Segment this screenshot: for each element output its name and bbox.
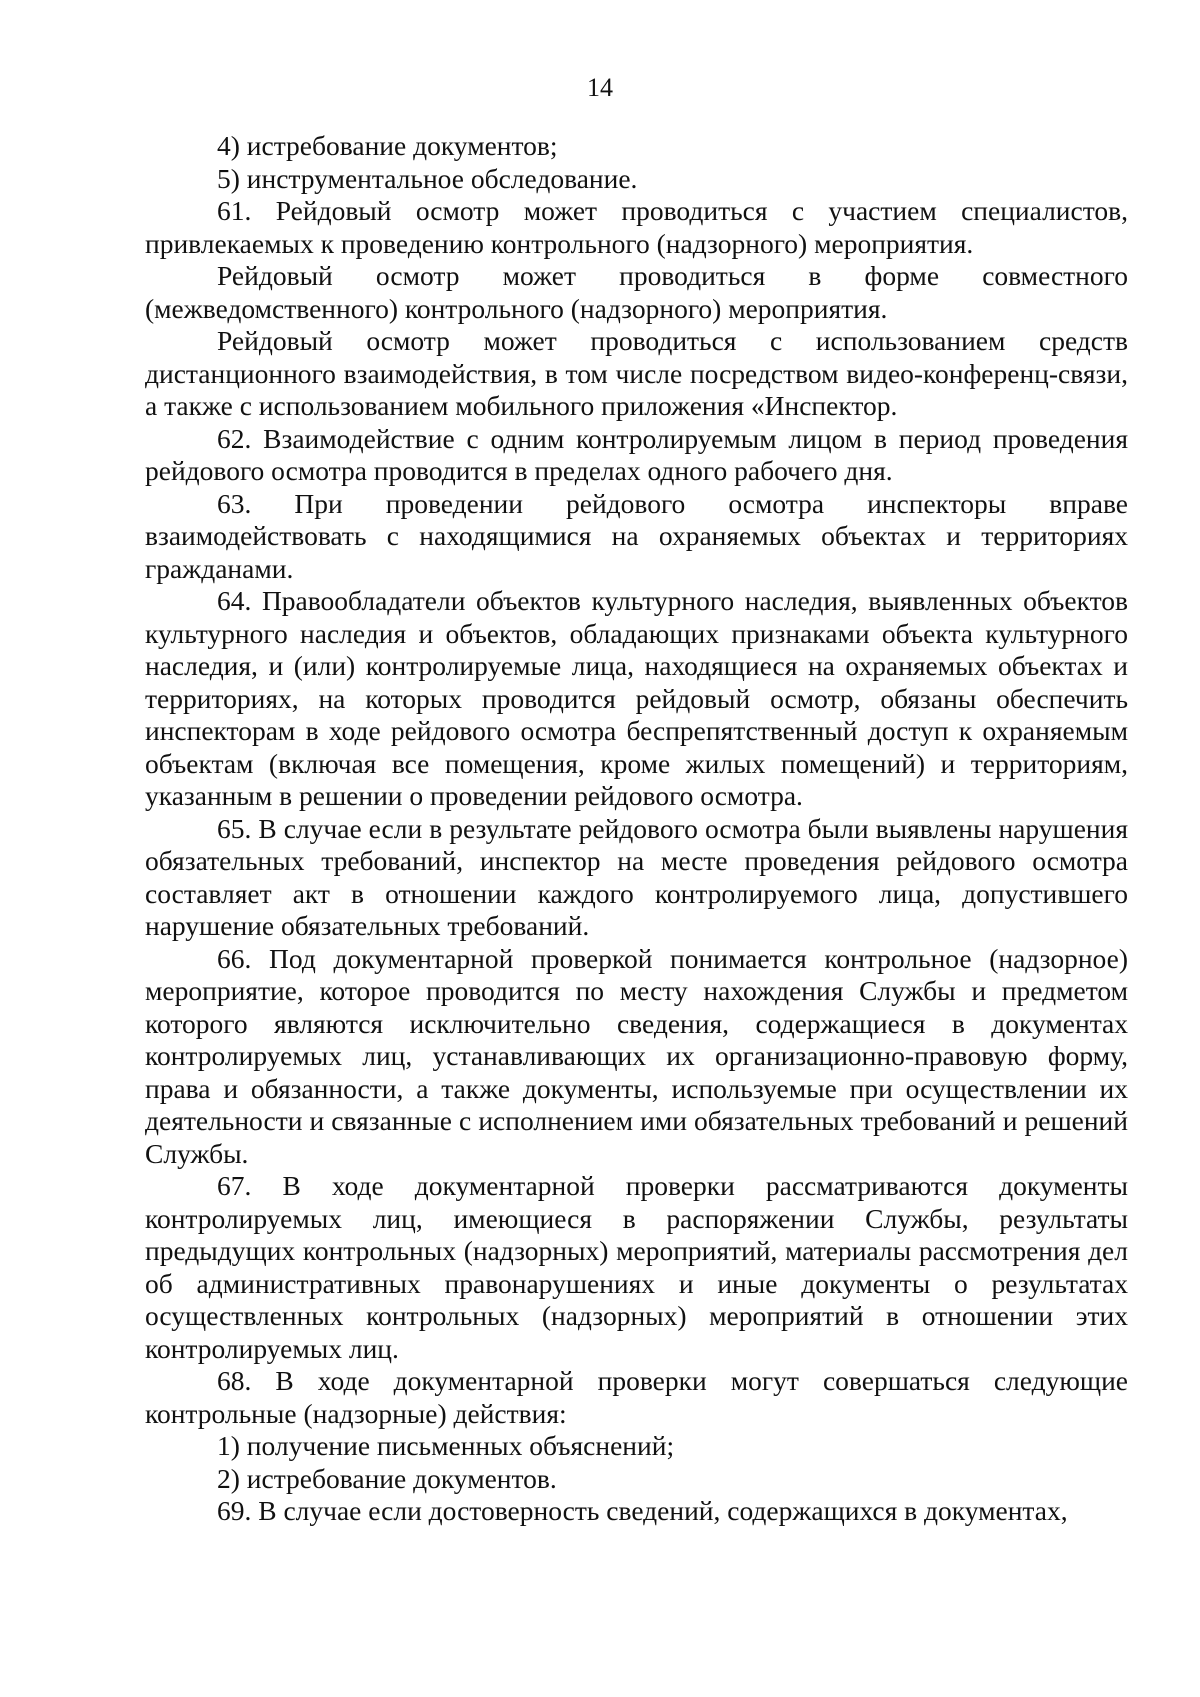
paragraph: Рейдовый осмотр может проводиться с использованием средств дистанционного взаимодействия, в том числе посредством видео-конференц-связи, а также с использованием мобильного приложения «Инспектор.: [145, 325, 1128, 421]
paragraph: 5) инструментальное обследование.: [217, 162, 638, 194]
paragraph: 1) получение письменных объяснений;: [217, 1430, 675, 1461]
paragraph: 65. В случае если в результате рейдового осмотра были выявлены нарушения обязательных требований, инспектор на месте проведения рейдового осмотра составляет акт в отношении каждого контролируемого лица, допустившего нарушение обязательных требований.: [145, 812, 1128, 941]
paragraph: 61. Рейдовый осмотр может проводиться с участием специалистов, привлекаемых к проведению контрольного (надзорного) мероприятия.: [145, 195, 1128, 259]
paragraph: 69. В случае если достоверность сведений, содержащихся в документах,: [217, 1495, 1068, 1526]
paragraph: 67. В ходе документарной проверки рассматриваются документы контролируемых лиц, имеющиеся в распоряжении Службы, результаты предыдущих контрольных (надзорных) мероприятий, материалы рассмотрения дел об административных правонарушениях и иные документы о результатах осуществленных контрольных (надзорных) мероприятий в отношении этих контролируемых лиц.: [145, 1170, 1128, 1364]
paragraph: 64. Правообладатели объектов культурного наследия, выявленных объектов культурного наследия и объектов, обладающих признаками объекта культурного наследия, и (или) контролируемые лица, находящиеся на охраняемых объектах и территориях, на которых проводится рейдовый осмотр, обязаны обеспечить инспекторам в ходе рейдового осмотра беспрепятственный доступ к охраняемым объектам (включая все помещения, кроме жилых помещений) и территориям, указанным в решении о проведении рейдового осмотра.: [145, 585, 1128, 811]
paragraph: 63. При проведении рейдового осмотра инспекторы вправе взаимодействовать с находящимися на охраняемых объектах и территориях гражданами.: [145, 487, 1128, 584]
paragraph: 66. Под документарной проверкой понимается контрольное (надзорное) мероприятие, которое проводится по месту нахождения Службы и предметом которого являются исключительно сведения, содержащиеся в документах контролируемых лиц, устанавливающих их организационно-правовую форму, права и обязанности, а также документы, используемые при осуществлении их деятельности и связанные с исполнением ими обязательных требований и решений Службы.: [145, 942, 1128, 1169]
paragraph: 4) истребование документов;: [217, 130, 558, 161]
paragraph: Рейдовый осмотр может проводиться в форме совместного (межведомственного) контрольного (надзорного) мероприятия.: [145, 260, 1128, 324]
paragraph: 68. В ходе документарной проверки могут совершаться следующие контрольные (надзорные) действия:: [145, 1365, 1128, 1429]
paragraph: 62. Взаимодействие с одним контролируемым лицом в период проведения рейдового осмотра проводится в пределах одного рабочего дня.: [145, 422, 1128, 486]
paragraph: 2) истребование документов.: [217, 1462, 557, 1494]
document-body: [145, 130, 1128, 1528]
page-number: 14: [587, 73, 613, 102]
